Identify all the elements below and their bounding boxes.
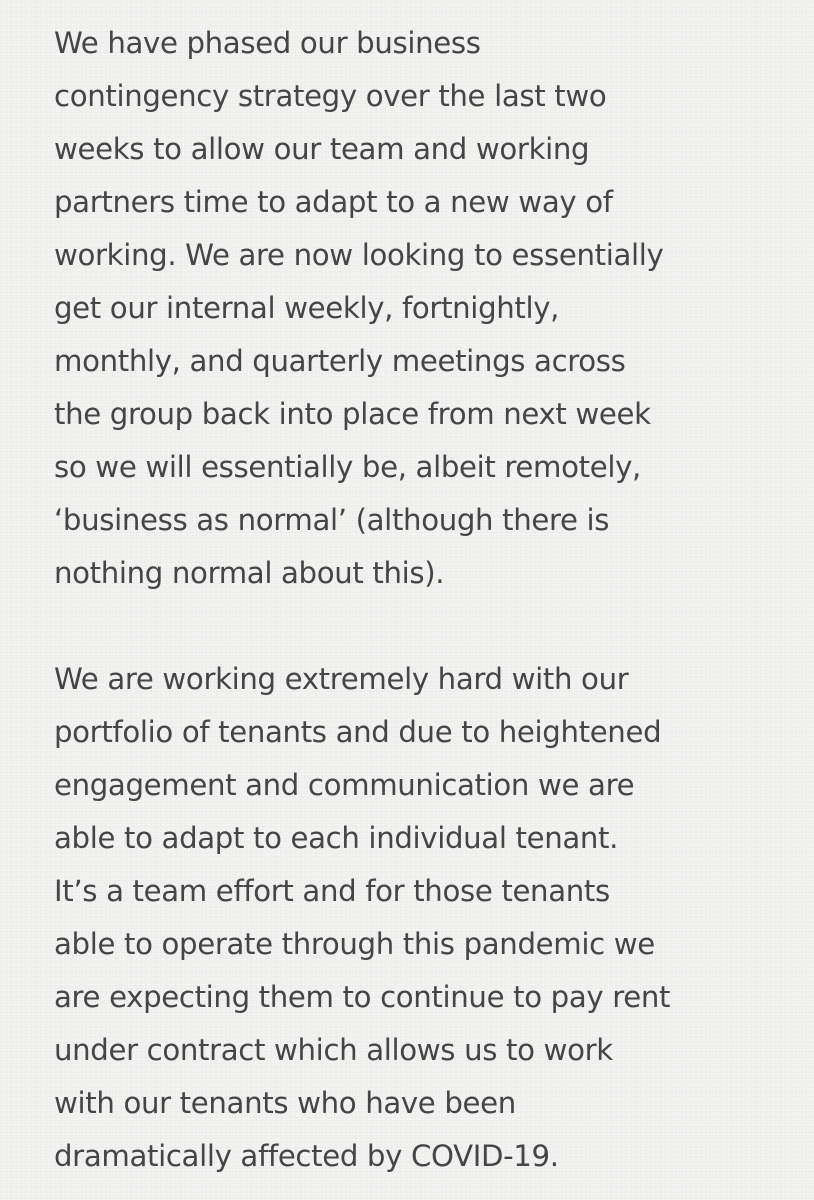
- text-line: contingency strategy over the last two: [54, 79, 607, 113]
- paragraph-2: [54, 653, 794, 1183]
- text-line: get our internal weekly, fortnightly,: [54, 291, 560, 325]
- text-line: We are working extremely hard with our: [54, 662, 629, 696]
- text-line: able to operate through this pandemic we: [54, 927, 655, 961]
- text-line: We have phased our business: [54, 26, 481, 60]
- paragraph-1: [54, 17, 794, 600]
- text-line: monthly, and quarterly meetings across: [54, 344, 626, 378]
- text-line: with our tenants who have been: [54, 1086, 516, 1120]
- text-line: able to adapt to each individual tenant.: [54, 821, 619, 855]
- text-line: engagement and communication we are: [54, 768, 635, 802]
- paragraph-spacer: [54, 600, 794, 653]
- text-line: It’s a team effort and for those tenants: [54, 874, 610, 908]
- text-line: the group back into place from next week: [54, 397, 651, 431]
- text-line: working. We are now looking to essentially: [54, 238, 664, 272]
- text-line: ‘business as normal’ (although there is: [54, 503, 610, 537]
- text-line: so we will essentially be, albeit remotely,: [54, 450, 641, 484]
- text-line: are expecting them to continue to pay rent: [54, 980, 671, 1014]
- text-line: dramatically affected by COVID-19.: [54, 1139, 559, 1173]
- text-line: under contract which allows us to work: [54, 1033, 613, 1067]
- text-line: partners time to adapt to a new way of: [54, 185, 613, 219]
- text-line: nothing normal about this).: [54, 556, 445, 590]
- text-line: portfolio of tenants and due to heightened: [54, 715, 662, 749]
- text-line: weeks to allow our team and working: [54, 132, 590, 166]
